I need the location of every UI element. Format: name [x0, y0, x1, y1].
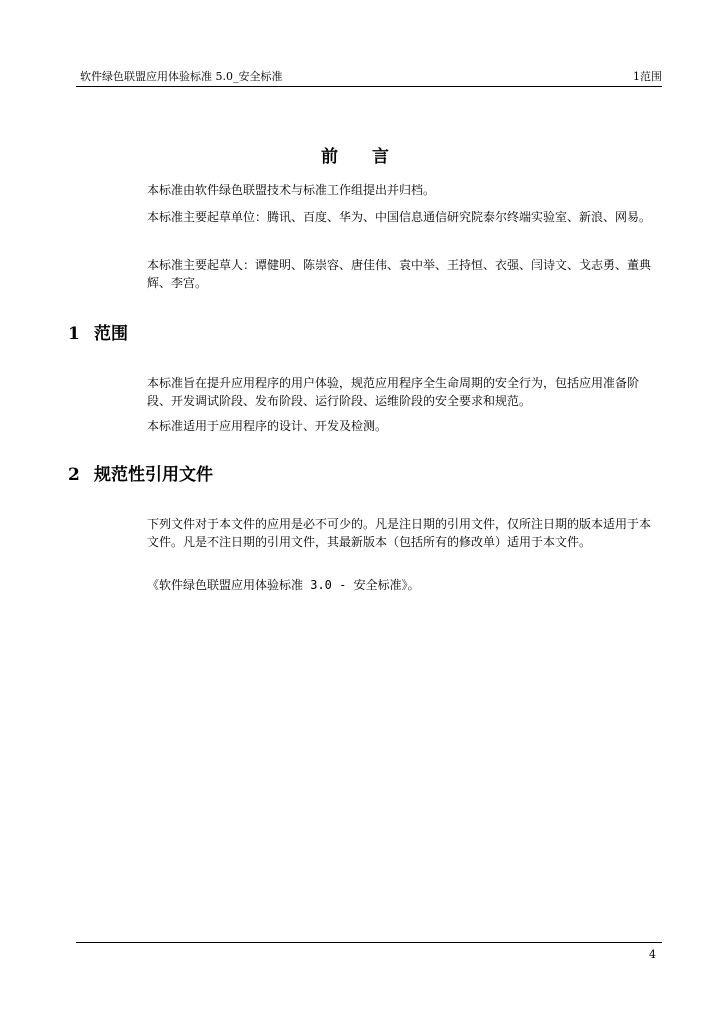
section-heading: [68, 319, 128, 344]
page-number: 4: [649, 948, 656, 961]
preface-paragraph: 本标准由软件绿色联盟技术与标准工作组提出并归档。: [147, 183, 436, 197]
section-title: 规范性引用文件: [94, 465, 213, 485]
section-paragraph: 下列文件对于本文件的应用是必不可少的。凡是注日期的引用文件，仅所注日期的版本适用于本文件。凡是不注日期的引用文件，其最新版本（包括所有的修改单）适用于本文件。: [147, 517, 652, 549]
section-heading: [68, 460, 213, 485]
section-number: 1: [68, 324, 80, 344]
header-divider: [76, 86, 662, 87]
reference-citation: 《软件绿色联盟应用体验标准 3.0 - 安全标准》。: [147, 578, 420, 592]
header-doc-title: 软件绿色联盟应用体验标准 5.0_安全标准: [80, 70, 283, 83]
section-title: 范围: [94, 324, 128, 344]
header-section-ref: 1范围: [633, 70, 662, 83]
section-paragraph: 本标准适用于应用程序的设计、开发及检测。: [147, 419, 388, 433]
preface-paragraph: 本标准主要起草人：谭健明、陈崇容、唐佳伟、袁中举、王持恒、衣强、闫诗文、戈志勇、董典辉、李宫。: [147, 258, 652, 290]
preface-paragraph: 本标准主要起草单位：腾讯、百度、华为、中国信息通信研究院泰尔终端实验室、新浪、网易。: [147, 210, 652, 224]
section-number: 2: [68, 465, 80, 485]
footer-divider: [76, 942, 662, 943]
preface-title: 前 言: [321, 147, 403, 167]
section-paragraph: 本标准旨在提升应用程序的用户体验，规范应用程序全生命周期的安全行为，包括应用准备阶段、开发调试阶段、发布阶段、运行阶段、运维阶段的安全要求和规范。: [147, 376, 640, 408]
